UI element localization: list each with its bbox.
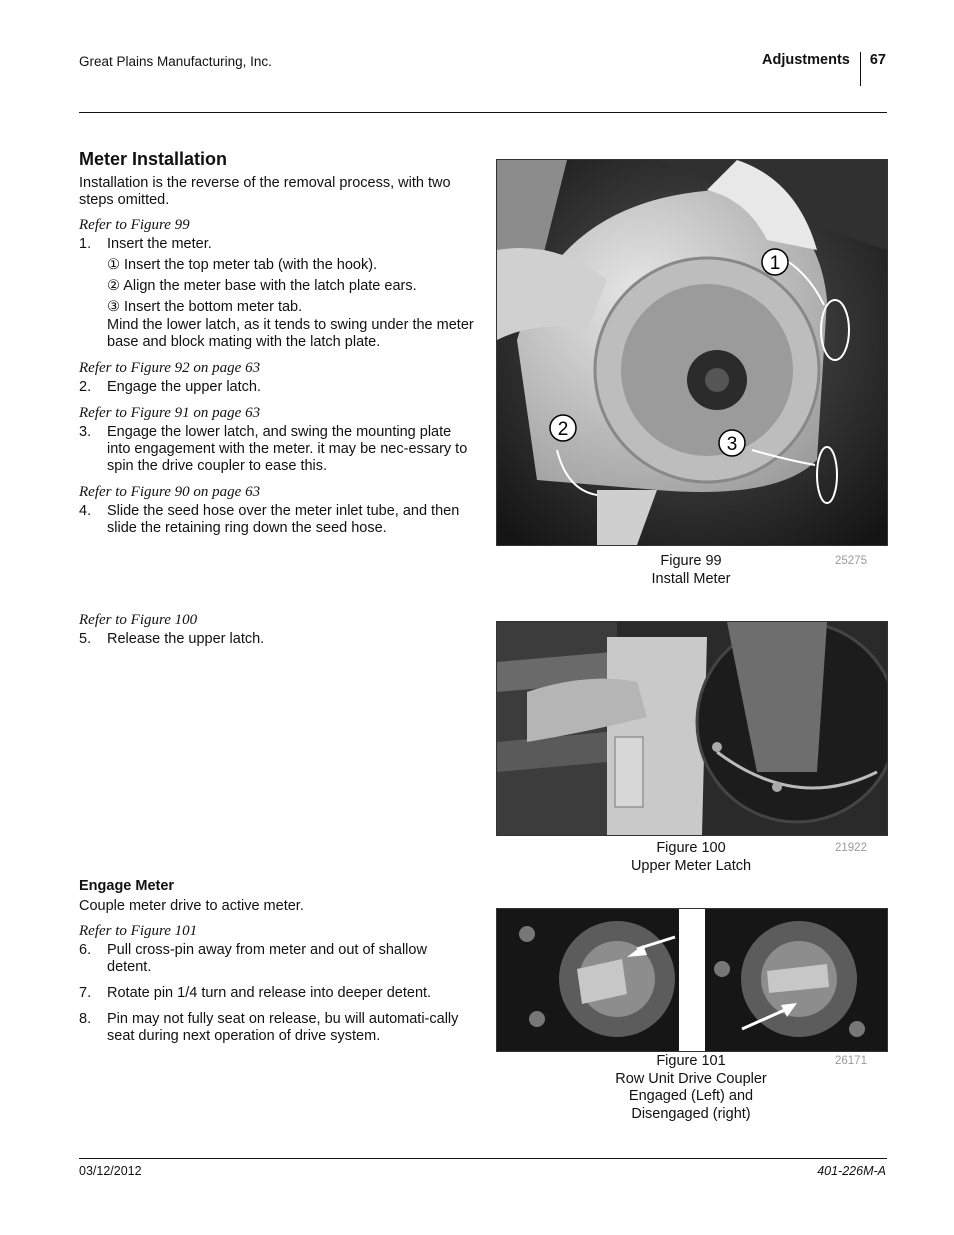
step-2	[79, 379, 474, 396]
callout-3	[719, 430, 745, 456]
callout-1	[762, 249, 788, 275]
install-meter-photo	[497, 160, 887, 545]
page-number: 67	[869, 52, 886, 68]
figure-100-title: Upper Meter Latch	[630, 857, 752, 874]
step-1	[79, 236, 474, 253]
callout-1-label: 1	[769, 253, 781, 274]
text-column-step5	[79, 612, 474, 648]
step-number: 2.	[79, 379, 92, 395]
step-text: Slide the seed hose over the meter inlet tube, and then slide the retaining ring down the seed hose.	[107, 503, 460, 536]
figure-99-id: 25275	[835, 555, 867, 567]
footer-doc-number: 401-226M-A	[817, 1164, 886, 1178]
ref-figure-99: Refer to Figure 99	[79, 217, 190, 233]
step-text: Rotate pin 1/4 turn and release into deeper detent.	[107, 985, 432, 1001]
figure-99-title: Install Meter	[651, 570, 731, 587]
callout-2-label: 2	[557, 419, 569, 440]
step-4	[79, 503, 474, 537]
step-1-sub-b: ② Align the meter base with the latch plate ears.	[107, 278, 417, 294]
figure-100-label: Figure 100	[656, 840, 726, 856]
figure-100-photo	[496, 621, 888, 836]
callout-3-label: 3	[726, 434, 738, 455]
engage-intro: Couple meter drive to active meter.	[79, 898, 304, 914]
figure-101-title-line-3: Disengaged (right)	[631, 1105, 751, 1122]
step-number: 1.	[79, 236, 92, 252]
section-title: Meter Installation	[79, 149, 228, 169]
header-right	[762, 52, 886, 86]
figure-101-title-line-1: Row Unit Drive Coupler	[615, 1070, 767, 1087]
figure-100-caption	[594, 840, 788, 875]
step-number: 3.	[79, 424, 92, 440]
figure-101-title-line-2: Engaged (Left) and	[628, 1088, 754, 1104]
callout-2	[550, 415, 576, 441]
engage-meter-title: Engage Meter	[79, 878, 175, 894]
figure-101-label: Figure 101	[656, 1053, 726, 1069]
step-text: Engage the lower latch, and swing the mounting plate into engagement with the meter. it may be nec-essary to spin the drive coupler to ease this.	[107, 424, 468, 474]
step-8	[79, 1011, 474, 1045]
text-column-upper	[79, 175, 474, 537]
figure-101-caption	[574, 1053, 808, 1123]
step-3	[79, 424, 474, 475]
step-text: Insert the meter.	[107, 236, 212, 252]
figure-100-id: 21922	[835, 842, 867, 854]
upper-meter-latch-photo	[497, 622, 887, 835]
figure-99-label: Figure 99	[660, 553, 722, 569]
ref-figure-100: Refer to Figure 100	[79, 612, 198, 628]
step-6	[79, 942, 474, 976]
step-1-sub-c: ③ Insert the bottom meter tab.	[107, 299, 303, 315]
figure-99-photo	[496, 159, 888, 546]
ref-figure-92: Refer to Figure 92 on page 63	[79, 360, 261, 376]
header-separator	[860, 52, 861, 86]
header-rule	[79, 112, 887, 113]
text-column-engage	[79, 878, 474, 1045]
header-company: Great Plains Manufacturing, Inc.	[79, 54, 272, 69]
step-text: Release the upper latch.	[107, 631, 265, 647]
ref-figure-90: Refer to Figure 90 on page 63	[79, 484, 261, 500]
ref-figure-91: Refer to Figure 91 on page 63	[79, 405, 261, 421]
step-number: 4.	[79, 503, 92, 519]
figure-101-photo	[496, 908, 888, 1052]
ref-figure-101: Refer to Figure 101	[79, 923, 198, 939]
step-7	[79, 985, 474, 1002]
step-number: 7.	[79, 985, 92, 1001]
header-section: Adjustments	[762, 52, 850, 68]
step-5	[79, 631, 474, 648]
drive-coupler-photos	[497, 909, 887, 1051]
step-text: Pin may not fully seat on release, bu will automati-cally seat during next operation of drive system.	[107, 1011, 459, 1044]
figure-101-id: 26171	[835, 1055, 867, 1067]
step-text: Pull cross-pin away from meter and out of shallow detent.	[107, 942, 427, 975]
step-number: 6.	[79, 942, 92, 958]
step-text: Engage the upper latch.	[107, 379, 261, 395]
step-number: 8.	[79, 1011, 92, 1027]
step-1-sub-a: ① Insert the top meter tab (with the hook).	[107, 257, 378, 273]
footer-rule	[79, 1158, 887, 1159]
figure-99-caption	[594, 553, 788, 588]
step-number: 5.	[79, 631, 92, 647]
intro-paragraph: Installation is the reverse of the removal process, with two steps omitted.	[79, 175, 451, 208]
step-1-note: Mind the lower latch, as it tends to swing under the meter base and block mating with the latch plate.	[107, 317, 474, 350]
footer-date: 03/12/2012	[79, 1164, 142, 1178]
